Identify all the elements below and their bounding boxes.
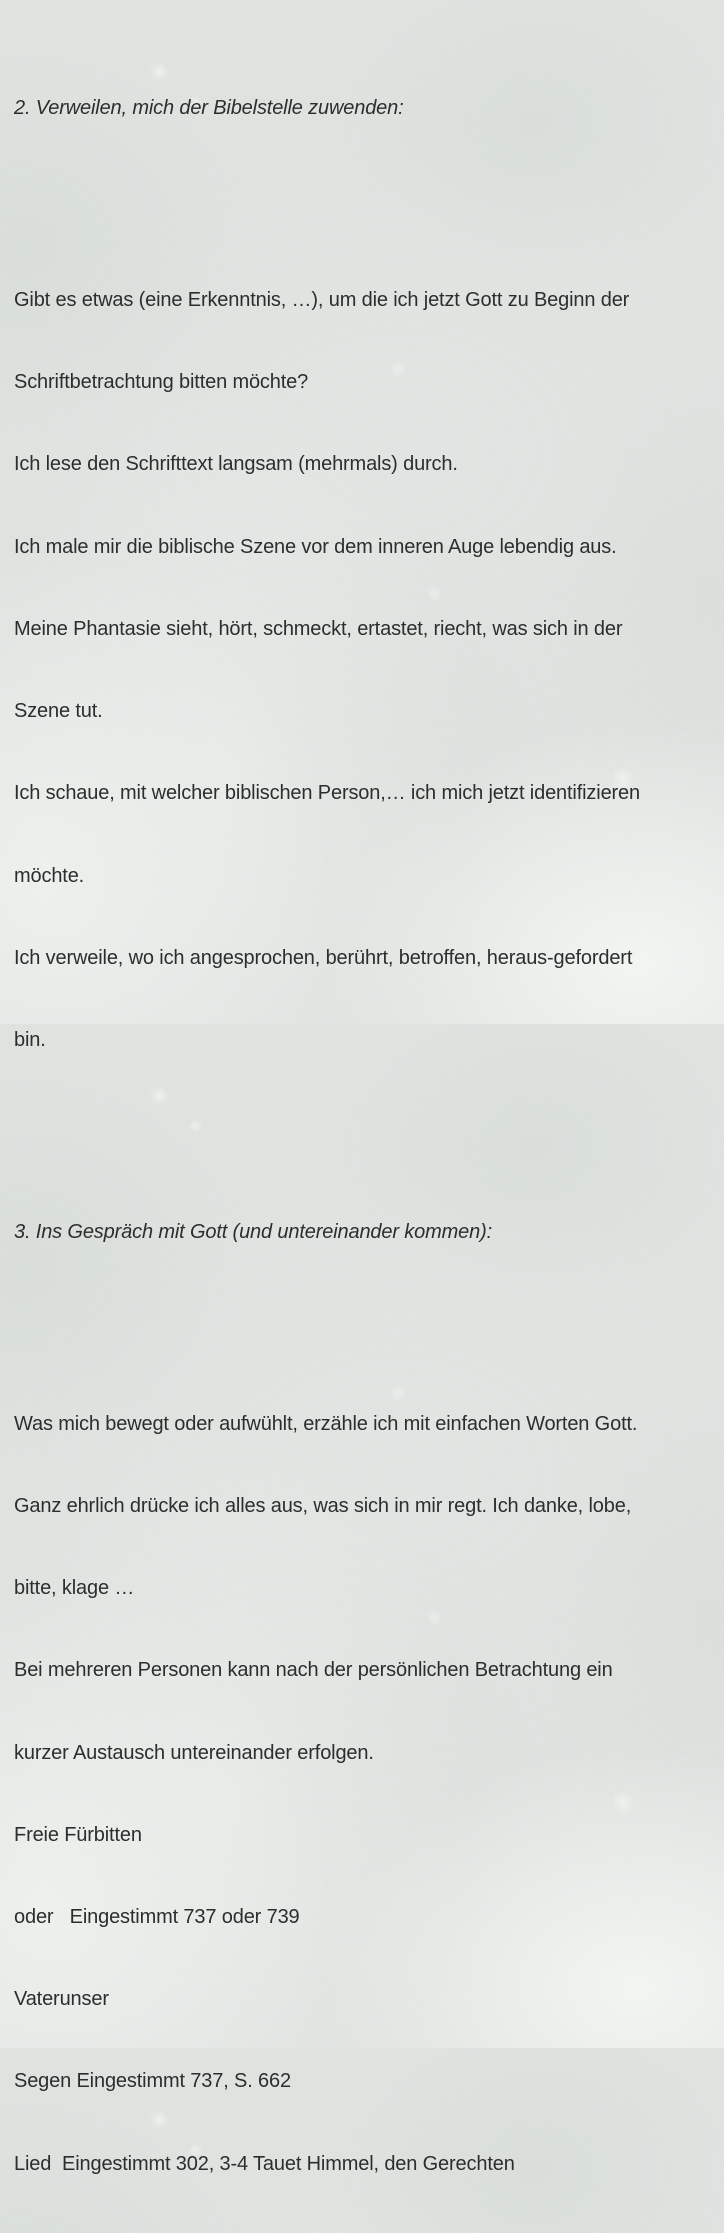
text-line: möchte. bbox=[14, 864, 85, 887]
text-line: Segen Eingestimmt 737, S. 662 bbox=[14, 2070, 291, 2093]
text-line: Ich verweile, wo ich angesprochen, berührt, betroffen, heraus-gefordert bbox=[14, 946, 633, 969]
text-line: Freie Fürbitten bbox=[14, 1823, 142, 1846]
text-line: Ich schaue, mit welcher biblischen Person,… ich mich jetzt identifizieren bbox=[14, 782, 640, 805]
text-line: Lied Eingestimmt 302, 3-4 Tauet Himmel, den Gerechten bbox=[14, 2152, 515, 2175]
line-spacer bbox=[14, 177, 712, 204]
text-line: Ich lese den Schrifttext langsam (mehrmals) durch. bbox=[14, 453, 458, 476]
section-3-heading: 3. Ins Gespräch mit Gott (und untereinander kommen): bbox=[14, 1220, 492, 1243]
text-line: Schriftbetrachtung bitten möchte? bbox=[14, 371, 309, 394]
text-line: bin. bbox=[14, 1029, 46, 1052]
text-line: Ganz ehrlich drücke ich alles aus, was sich in mir regt. Ich danke, lobe, bbox=[14, 1494, 632, 1517]
text-line: Bei mehreren Personen kann nach der persönlichen Betrachtung ein bbox=[14, 1659, 613, 1682]
text-line: Was mich bewegt oder aufwühlt, erzähle ich mit einfachen Worten Gott. bbox=[14, 1412, 638, 1435]
text-line: Gibt es etwas (eine Erkenntnis, …), um die ich jetzt Gott zu Beginn der bbox=[14, 289, 630, 312]
text-line: Szene tut. bbox=[14, 700, 103, 723]
text-line: Vaterunser bbox=[14, 1988, 109, 2011]
text-line: Ich male mir die biblische Szene vor dem inneren Auge lebendig aus. bbox=[14, 535, 617, 558]
text-line: Meine Phantasie sieht, hört, schmeckt, ertastet, riecht, was sich in der bbox=[14, 617, 623, 640]
line-spacer bbox=[14, 1301, 712, 1328]
line-spacer bbox=[14, 1137, 712, 1164]
section-2-heading: 2. Verweilen, mich der Bibelstelle zuwenden: bbox=[14, 97, 404, 120]
text-line: oder Eingestimmt 737 oder 739 bbox=[14, 1905, 300, 1928]
text-line: bitte, klage … bbox=[14, 1577, 135, 1600]
text-line: kurzer Austausch untereinander erfolgen. bbox=[14, 1741, 374, 1764]
